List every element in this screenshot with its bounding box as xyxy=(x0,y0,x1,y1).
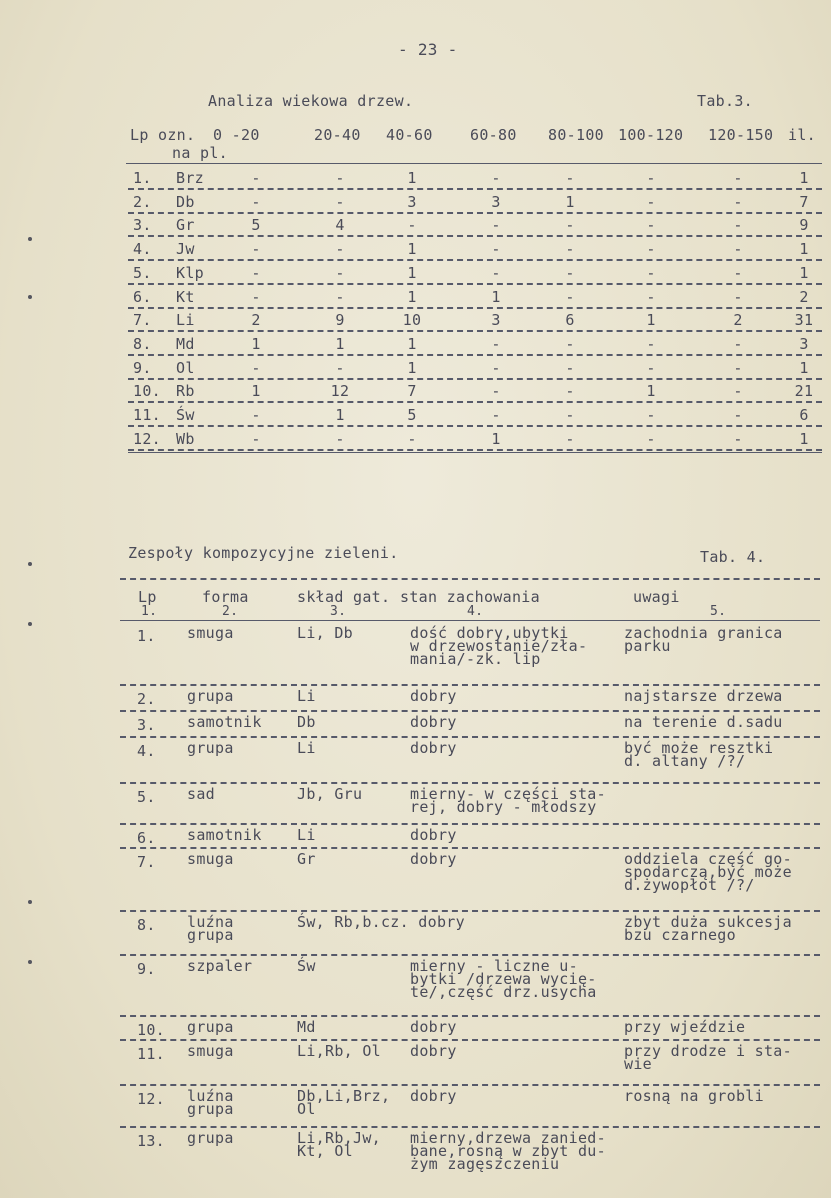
table-rule xyxy=(120,1126,820,1128)
table-rule xyxy=(128,449,822,451)
table-cell: - xyxy=(251,429,261,448)
table4-forma: grupa xyxy=(187,687,234,705)
table4-stan: dobry xyxy=(410,1087,457,1105)
table-cell: - xyxy=(646,358,656,377)
table4-title: Zespoły kompozycyjne zieleni. xyxy=(128,544,399,562)
table-row-species: Ol xyxy=(176,358,195,377)
table-rule xyxy=(128,212,822,214)
table4-forma: sad xyxy=(187,785,215,803)
table-row-number: 3. xyxy=(133,216,152,235)
table-cell: 4 xyxy=(335,216,345,235)
table-row-species: Li xyxy=(176,311,195,330)
table-row-number: 11. xyxy=(133,406,161,424)
table-cell: - xyxy=(491,263,501,282)
table4-stan: dość dobry,ubytki w drzewostanie/zła- mania/-zk. lip xyxy=(410,624,588,668)
table-cell: - xyxy=(733,263,743,282)
table-cell: - xyxy=(646,429,656,448)
table-cell: 1 xyxy=(335,406,345,424)
table4-lp: 1. xyxy=(137,627,156,645)
table3-tag: Tab.3. xyxy=(697,92,753,110)
table-row-species: Brz xyxy=(176,169,204,187)
table-cell: - xyxy=(733,169,743,187)
table-cell: 1 xyxy=(491,429,501,448)
table4-uwagi: przy wjeździe xyxy=(624,1018,746,1036)
table4-forma: smuga xyxy=(187,850,234,868)
table-cell: 1 xyxy=(407,358,417,377)
table-cell: 1 xyxy=(799,240,809,259)
table4-forma: samotnik xyxy=(187,713,262,731)
table4-stan: dobry xyxy=(410,850,457,868)
table4-stan: mierny- w części sta- rej, dobry - młodszy xyxy=(410,785,606,816)
table-cell: 1 xyxy=(335,334,345,353)
table-cell: - xyxy=(251,240,261,259)
table-cell: 21 xyxy=(794,382,814,401)
table-cell: - xyxy=(251,263,261,282)
binding-hole xyxy=(28,562,32,566)
table-cell: - xyxy=(491,216,501,235)
table-row-species: Md xyxy=(176,334,195,353)
table-cell: 2 xyxy=(733,311,743,330)
table-cell: 1 xyxy=(646,311,656,330)
table4-forma: luźna grupa xyxy=(187,913,234,944)
table-cell: - xyxy=(733,334,743,353)
table-cell: 6 xyxy=(565,311,575,330)
table-row-species: Rb xyxy=(176,382,195,401)
table-cell: - xyxy=(565,406,575,424)
table-cell: 7 xyxy=(407,382,417,401)
table4-header-cell: skład gat. xyxy=(297,588,391,606)
table4-uwagi: zbyt duża sukcesja bzu czarnego xyxy=(624,913,792,944)
table-cell: - xyxy=(565,429,575,448)
table4-uwagi: być może resztki d. altany /?/ xyxy=(624,739,774,770)
table-cell: 1 xyxy=(646,382,656,401)
table4-stan: dobry xyxy=(410,713,457,731)
table-cell: - xyxy=(646,406,656,424)
table-rule xyxy=(128,401,822,403)
table4-forma: grupa xyxy=(187,1129,234,1147)
table-cell: 1 xyxy=(565,192,575,211)
table-cell: 1 xyxy=(799,358,809,377)
binding-hole xyxy=(28,237,32,241)
table-row-species: Kt xyxy=(176,287,195,306)
table-cell: 9 xyxy=(799,216,809,235)
binding-hole xyxy=(28,622,32,626)
table3-header-cell: 80-100 xyxy=(548,126,604,144)
table4-stan: dobry xyxy=(410,739,457,757)
table-rule xyxy=(128,188,822,190)
table-rule xyxy=(128,307,822,309)
table-rule xyxy=(128,330,822,332)
table-rule xyxy=(128,354,822,356)
table4-forma: szpaler xyxy=(187,957,253,975)
table-row-number: 2. xyxy=(133,192,152,211)
table-rule xyxy=(128,283,822,285)
table3-header-cell: 60-80 xyxy=(470,126,517,144)
table-cell: 1 xyxy=(799,429,809,448)
table-cell: - xyxy=(335,358,345,377)
table-cell: - xyxy=(565,382,575,401)
table-row-number: 4. xyxy=(133,240,152,259)
table-row-number: 10. xyxy=(133,382,161,401)
table4-sklad: Li xyxy=(297,739,316,757)
table4-forma: grupa xyxy=(187,1018,234,1036)
table-cell: 2 xyxy=(251,311,261,330)
table-rule xyxy=(120,910,820,912)
table-cell: - xyxy=(733,287,743,306)
table-rule xyxy=(120,954,820,956)
table-rule xyxy=(120,578,820,580)
table-cell: 5 xyxy=(407,406,417,424)
table4-lp: 5. xyxy=(137,788,156,806)
table-rule xyxy=(120,847,820,849)
table4-lp: 6. xyxy=(137,829,156,847)
table4-uwagi: na terenie d.sadu xyxy=(624,713,783,731)
table-cell: - xyxy=(733,429,743,448)
table4-lp: 3. xyxy=(137,716,156,734)
table-cell: - xyxy=(251,358,261,377)
table-cell: - xyxy=(565,240,575,259)
table3-header-cell: 120-150 xyxy=(708,126,774,144)
table-row-species: Klp xyxy=(176,263,204,282)
table-cell: - xyxy=(565,334,575,353)
table-row-number: 5. xyxy=(133,263,152,282)
table-rule xyxy=(120,684,820,686)
table-cell: - xyxy=(251,406,261,424)
table4-sklad: Li xyxy=(297,687,316,705)
table4-lp: 7. xyxy=(137,853,156,871)
binding-hole xyxy=(28,900,32,904)
table-cell: 3 xyxy=(407,192,417,211)
table-rule xyxy=(128,235,822,237)
table-row-number: 9. xyxy=(133,358,152,377)
binding-hole xyxy=(28,960,32,964)
table-cell: - xyxy=(251,192,261,211)
table-cell: 1 xyxy=(491,287,501,306)
table4-header-cell: Lp xyxy=(138,588,157,606)
table-rule xyxy=(120,710,820,712)
table4-sklad: Db xyxy=(297,713,316,731)
table-cell: - xyxy=(646,169,656,187)
table-cell: - xyxy=(565,287,575,306)
table4-column-number: 4. xyxy=(467,604,484,619)
table4-header-cell: uwagi xyxy=(633,588,680,606)
table4-sklad: Md xyxy=(297,1018,316,1036)
table4-lp: 13. xyxy=(137,1132,165,1150)
table-cell: 31 xyxy=(794,311,814,330)
table-cell: - xyxy=(646,192,656,211)
table4-sklad: Li, Db xyxy=(297,624,353,642)
table-cell: - xyxy=(733,240,743,259)
table4-header-cell: forma xyxy=(202,588,249,606)
table-cell: 2 xyxy=(799,287,809,306)
table4-header-cell: stan zachowania xyxy=(400,588,540,606)
table4-lp: 10. xyxy=(137,1021,165,1039)
table-rule xyxy=(120,1084,820,1086)
table-cell: - xyxy=(491,358,501,377)
table-rule xyxy=(128,378,822,380)
table-cell: 10 xyxy=(402,311,422,330)
table4-uwagi: rosną na grobli xyxy=(624,1087,764,1105)
table-row-species: Db xyxy=(176,192,195,211)
table-cell: - xyxy=(335,287,345,306)
table-cell: 1 xyxy=(407,240,417,259)
table-rule xyxy=(128,259,822,261)
table4-sklad: Jb, Gru xyxy=(297,785,363,803)
table-row-species: Gr xyxy=(176,216,195,235)
table4-tag: Tab. 4. xyxy=(700,548,766,566)
table-cell: - xyxy=(491,169,501,187)
table-cell: - xyxy=(335,263,345,282)
table-row-number: 8. xyxy=(133,334,152,353)
table-cell: - xyxy=(335,240,345,259)
table4-sklad: Db,Li,Brz, Ol xyxy=(297,1087,391,1118)
table3-header-cell: il. xyxy=(788,126,816,144)
table-cell: - xyxy=(491,382,501,401)
table4-sklad: Gr xyxy=(297,850,316,868)
table-row-species: Jw xyxy=(176,240,195,259)
table-cell: - xyxy=(646,240,656,259)
table3-header-cell: na pl. xyxy=(172,144,228,162)
table-rule xyxy=(128,425,822,427)
binding-hole xyxy=(28,295,32,299)
table-cell: 1 xyxy=(407,169,417,187)
table4-uwagi: oddziela część go- spodarczą,być może d.żywopłot /?/ xyxy=(624,850,792,894)
table-cell: - xyxy=(646,263,656,282)
table-cell: 7 xyxy=(799,192,809,211)
table4-lp: 4. xyxy=(137,742,156,760)
table-cell: - xyxy=(565,216,575,235)
table-cell: - xyxy=(565,263,575,282)
table-cell: 3 xyxy=(491,192,501,211)
table-row-species: Św xyxy=(176,406,195,424)
table4-stan: dobry xyxy=(410,1042,457,1060)
table4-forma: samotnik xyxy=(187,826,262,844)
table4-stan: dobry xyxy=(410,687,457,705)
table4-forma: smuga xyxy=(187,624,234,642)
table3-title: Analiza wiekowa drzew. xyxy=(208,92,414,110)
table4-lp: 8. xyxy=(137,916,156,934)
table-cell: - xyxy=(733,406,743,424)
table-cell: - xyxy=(407,429,417,448)
table4-stan: dobry xyxy=(410,1018,457,1036)
table4-column-number: 3. xyxy=(330,604,347,619)
table4-sklad: Li,Rb, Ol xyxy=(297,1042,381,1060)
table3-header-cell: 20-40 xyxy=(314,126,361,144)
table-cell: - xyxy=(335,192,345,211)
table4-lp: 2. xyxy=(137,690,156,708)
table-rule xyxy=(120,823,820,825)
table-rule xyxy=(120,1039,820,1041)
table-cell: 1 xyxy=(799,263,809,282)
table4-lp: 11. xyxy=(137,1045,165,1063)
table-row-number: 1. xyxy=(133,169,152,187)
table-rule xyxy=(120,782,820,784)
table4-lp: 9. xyxy=(137,960,156,978)
table-cell: 3 xyxy=(491,311,501,330)
table-cell: - xyxy=(335,169,345,187)
table-cell: - xyxy=(733,358,743,377)
table-row-number: 6. xyxy=(133,287,152,306)
table3-header-cell: 0 -20 xyxy=(213,126,260,144)
table-cell: - xyxy=(491,240,501,259)
table-cell: - xyxy=(565,358,575,377)
table4-sklad: Św, Rb,b.cz. dobry xyxy=(297,913,465,931)
table4-stan: mierny,drzewa zanied- bane,rosną w zbyt du- żym zagęszczeniu xyxy=(410,1129,606,1173)
table4-sklad: Św xyxy=(297,957,316,975)
table4-forma: grupa xyxy=(187,739,234,757)
table-row-number: 7. xyxy=(133,311,152,330)
table3-header-cell: Lp ozn. xyxy=(130,126,196,144)
table-cell: 1 xyxy=(407,334,417,353)
table-cell: - xyxy=(251,169,261,187)
table4-column-number: 5. xyxy=(710,604,727,619)
table-cell: - xyxy=(733,216,743,235)
table-cell: 6 xyxy=(799,406,809,424)
table4-uwagi: najstarsze drzewa xyxy=(624,687,783,705)
table-cell: - xyxy=(407,216,417,235)
table-row-number: 12. xyxy=(133,429,161,448)
table-cell: 1 xyxy=(799,169,809,187)
table4-forma: luźna grupa xyxy=(187,1087,234,1118)
table-rule xyxy=(128,452,822,453)
table-cell: - xyxy=(733,192,743,211)
table-cell: - xyxy=(491,406,501,424)
table4-forma: smuga xyxy=(187,1042,234,1060)
table3-header-cell: 40-60 xyxy=(386,126,433,144)
table-cell: 1 xyxy=(251,334,261,353)
table4-column-number: 2. xyxy=(222,604,239,619)
table-rule xyxy=(120,736,820,738)
table-cell: 12 xyxy=(330,382,350,401)
table-cell: 1 xyxy=(251,382,261,401)
table4-column-number: 1. xyxy=(141,604,158,619)
table4-sklad: Li,Rb,Jw, Kt, Ol xyxy=(297,1129,381,1160)
table-cell: 3 xyxy=(799,334,809,353)
table3-header-cell: 100-120 xyxy=(618,126,684,144)
table4-sklad: Li xyxy=(297,826,316,844)
table-cell: - xyxy=(251,287,261,306)
table4-stan: mierny - liczne u- bytki /drzewa wycię- te/,część drz.usycha xyxy=(410,957,597,1001)
table-cell: - xyxy=(646,334,656,353)
table-rule xyxy=(126,163,822,164)
table4-stan: dobry xyxy=(410,826,457,844)
table-rule xyxy=(120,1015,820,1017)
table4-lp: 12. xyxy=(137,1090,165,1108)
table-cell: 1 xyxy=(407,287,417,306)
table-cell: 5 xyxy=(251,216,261,235)
table-cell: 1 xyxy=(407,263,417,282)
table4-uwagi: przy drodze i sta- wie xyxy=(624,1042,792,1073)
table-cell: - xyxy=(565,169,575,187)
table-cell: 9 xyxy=(335,311,345,330)
table-cell: - xyxy=(646,287,656,306)
table-rule xyxy=(120,620,820,621)
table-cell: - xyxy=(335,429,345,448)
table-cell: - xyxy=(733,382,743,401)
table-cell: - xyxy=(646,216,656,235)
table-cell: - xyxy=(491,334,501,353)
table-row-species: Wb xyxy=(176,429,195,448)
table4-uwagi: zachodnia granica parku xyxy=(624,624,783,655)
page-number: - 23 - xyxy=(398,40,458,59)
